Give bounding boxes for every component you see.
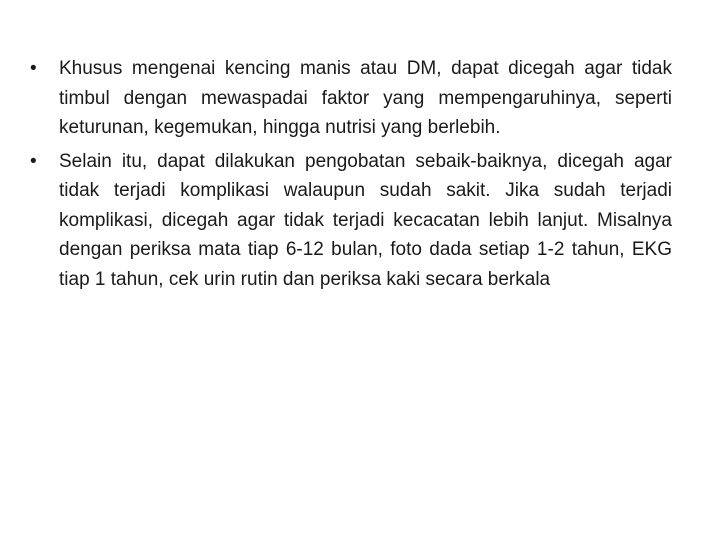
bullet-item-treatment-complications (30, 147, 672, 295)
bullet-item-diabetes-prevention (30, 54, 672, 143)
bullet-text: Selain itu, dapat dilakukan pengobatan sebaik-baiknya, dicegah agar tidak terjadi komplikasi walaupun sudah sakit. Jika sudah terjadi komplikasi, dicegah agar tidak terjadi kecacatan lebih lanjut. Misalnya dengan periksa mata tiap 6-12 bulan, foto dada setiap 1-2 tahun, EKG tiap 1 tahun, cek urin rutin dan periksa kaki secara berkala (59, 150, 672, 290)
bullet-icon: • (30, 58, 37, 79)
bullet-text: Khusus mengenai kencing manis atau DM, dapat dicegah agar tidak timbul dengan mewaspadai faktor yang mempengaruhinya, seperti keturunan, kegemukan, hingga nutrisi yang berlebih. (59, 58, 672, 138)
bullet-list (30, 54, 672, 298)
bullet-icon: • (30, 150, 37, 172)
